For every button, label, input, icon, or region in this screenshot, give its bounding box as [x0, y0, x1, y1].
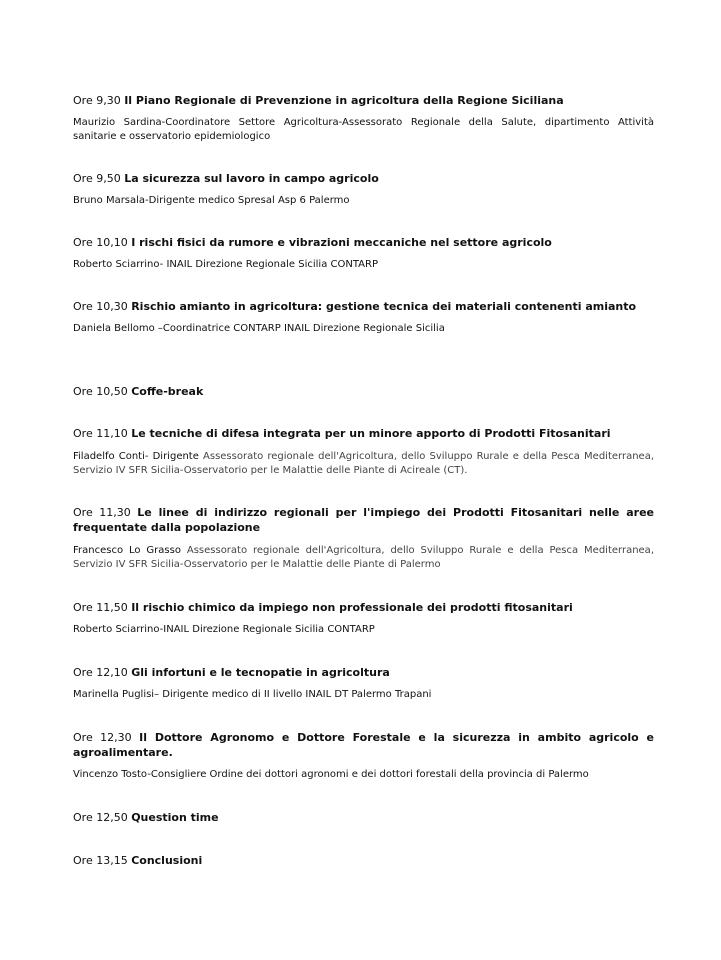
session-title: Il Dottore Agronomo e Dottore Forestale e la sicurezza in ambito agricolo e agroalimentare.: [73, 731, 655, 759]
session-title: La sicurezza sul lavoro in campo agricolo: [124, 172, 379, 185]
session-time: Ore 12,10: [73, 666, 128, 679]
session-1250: [73, 810, 654, 825]
session-1210: [73, 665, 654, 702]
session-time: Ore 12,50: [73, 811, 128, 824]
session-speaker: Marinella Puglisi– Dirigente medico di II livello INAIL DT Palermo Trapani: [73, 689, 432, 700]
session-1050: [73, 384, 654, 399]
session-1315: [73, 853, 654, 868]
session-time: Ore 11,10: [73, 427, 128, 440]
session-title: Question time: [131, 811, 219, 824]
session-affiliation: Assessorato regionale dell'Agricoltura, dello Sviluppo Rurale e della Pesca Mediterranea, Servizio IV SFR Sicilia-Osservatorio per le Malattie delle Piante di Palermo: [73, 545, 654, 570]
session-time: Ore 10,10: [73, 236, 128, 249]
session-title: Gli infortuni e le tecnopatie in agricoltura: [131, 666, 390, 679]
session-title: Conclusioni: [131, 854, 203, 867]
session-title: Coffe-break: [131, 385, 204, 398]
session-time: Ore 9,50: [73, 172, 121, 185]
session-1110: [73, 426, 654, 478]
session-speaker: Filadelfo Conti- Dirigente: [73, 451, 199, 462]
session-time: Ore 10,30: [73, 300, 128, 313]
session-time: Ore 10,50: [73, 385, 128, 398]
session-title: Le linee di indirizzo regionali per l'impiego dei Prodotti Fitosanitari nelle aree frequentate dalla popolazione: [73, 506, 654, 534]
session-1030: [73, 299, 654, 336]
session-speaker: Roberto Sciarrino-INAIL Direzione Regionale Sicilia CONTARP: [73, 624, 375, 635]
session-time: Ore 9,30: [73, 94, 121, 107]
session-time: Ore 12,30: [73, 731, 132, 744]
session-1150: [73, 600, 654, 637]
session-time: Ore 11,30: [73, 506, 131, 519]
session-speaker: Maurizio Sardina-Coordinatore Settore Agricoltura-Assessorato Regionale della Salute, dipartimento Attività sanitarie e osservatorio epidemiologico: [73, 117, 654, 142]
session-time: Ore 13,15: [73, 854, 128, 867]
session-title: Le tecniche di difesa integrata per un minore apporto di Prodotti Fitosanitari: [131, 427, 611, 440]
session-title: Rischio amianto in agricoltura: gestione tecnica dei materiali contenenti amianto: [131, 300, 637, 313]
session-1130: [73, 505, 654, 572]
session-title: I rischi fisici da rumore e vibrazioni meccaniche nel settore agricolo: [131, 236, 552, 249]
session-0950: [73, 171, 654, 208]
session-speaker: Francesco Lo Grasso: [73, 545, 181, 556]
session-affiliation: Assessorato regionale dell'Agricoltura, dello Sviluppo Rurale e della Pesca Mediterranea, Servizio IV SFR Sicilia-Osservatorio per le Malattie delle Piante di Acireale (CT).: [73, 451, 655, 476]
session-title: Il rischio chimico da impiego non professionale dei prodotti fitosanitari: [131, 601, 573, 614]
session-time: Ore 11,50: [73, 601, 128, 614]
session-title: Il Piano Regionale di Prevenzione in agricoltura della Regione Siciliana: [124, 94, 564, 107]
session-speaker: Vincenzo Tosto-Consigliere Ordine dei dottori agronomi e dei dottori forestali della provincia di Palermo: [73, 769, 589, 780]
session-0930: [73, 93, 654, 144]
session-1230: [73, 730, 654, 782]
session-1010: [73, 235, 654, 272]
session-speaker: Bruno Marsala-Dirigente medico Spresal Asp 6 Palermo: [73, 195, 350, 206]
session-speaker: Daniela Bellomo –Coordinatrice CONTARP INAIL Direzione Regionale Sicilia: [73, 323, 445, 334]
session-speaker: Roberto Sciarrino- INAIL Direzione Regionale Sicilia CONTARP: [73, 259, 378, 270]
